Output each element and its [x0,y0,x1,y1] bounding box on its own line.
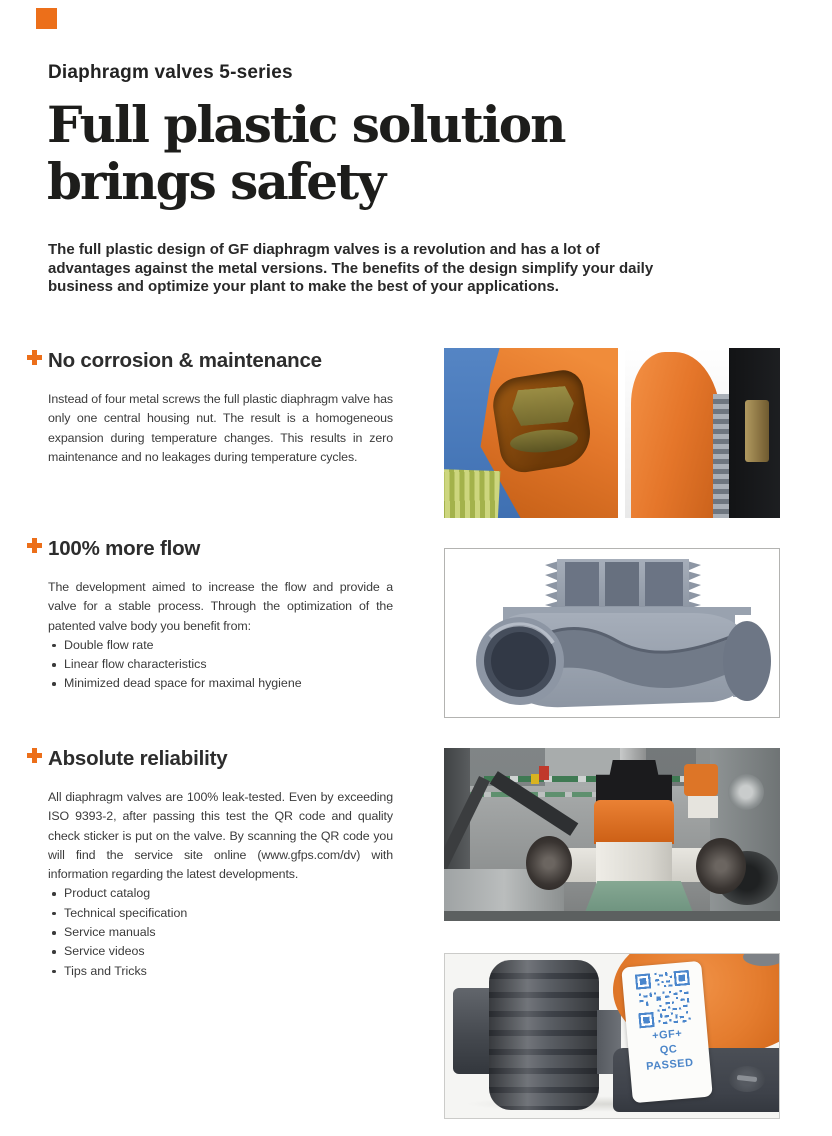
machine-knob-shape [728,774,764,810]
bullet-dot [52,912,56,916]
intro-paragraph: The full plastic design of GF diaphragm valves is a revolution and has a lot of advantages against the metal versions. The benefits of the design simplify your daily business and optimize your plant to make the best of your applications. [48,241,654,295]
bullet-dot [52,682,56,686]
list-item [48,923,397,942]
qc-sticker-photo [444,953,780,1119]
plus-icon [27,538,42,553]
list-item [48,655,397,674]
brass-nut-shape [511,385,576,426]
background-valve-shape [688,796,718,818]
bullet-text: Double flow rate [64,637,154,652]
valve-body-cross-section-photo [444,548,780,718]
sticker-line-2: QC [659,1043,678,1057]
section-heading-row [27,536,397,561]
plus-icon [27,350,42,365]
section-reliability [27,746,397,981]
red-button-shape [539,766,549,780]
qc-sticker [621,961,713,1103]
bullet-dot [52,970,56,974]
bullet-dot [52,892,56,896]
list-item [48,942,397,961]
bullet-list [48,884,397,980]
yellow-detail-shape [531,774,539,784]
bullet-text: Linear flow characteristics [64,657,207,672]
series-eyebrow: Diaphragm valves 5-series [48,62,293,83]
bullet-text: Tips and Tricks [64,963,147,978]
housing-nut-detail-photo [444,348,780,518]
bullet-dot [52,950,56,954]
green-base-shape [584,881,694,915]
valve-orange-band-shape [594,800,674,844]
valve-cross-section-drawing [445,549,779,717]
union-nut-shading [489,960,599,1110]
section-heading: No corrosion & maintenance [48,349,322,372]
orange-bonnet-shape [631,352,721,518]
section-body: All diaphragm valves are 100% leak-tested. Even by exceeding ISO 9393-2, after passing this test the QR code and quality check sticker is put on the valve. By scanning the QR code you will find the service site online (www.gfps.com/dv) with information regarding the latest developments. [48,790,393,882]
brass-cylinder-shape [745,400,769,462]
list-item [48,884,397,903]
photo-panel-left [444,348,618,518]
page-title-line1: Full plastic solution [47,95,565,154]
floor-strip-shape [444,911,780,921]
bullet-text: Service manuals [64,925,156,940]
clamp-ring-shape [526,836,572,890]
section-body: Instead of four metal screws the full plastic diaphragm valve has only one central housing nut. The result is a homogeneous expansion during temperature changes. This results in zero maintenance and no leakages during temperature cycles. [48,392,393,464]
list-item [48,962,397,981]
section-heading: 100% more flow [48,537,201,560]
leak-test-rig-photo [444,748,780,921]
clamp-ring-shape [696,838,746,894]
page-title-line2: brings safety [47,152,385,211]
section-body: The development aimed to increase the flow and provide a valve for a stable process. Through the optimization of the patented valve body you benefit from: [48,580,393,633]
page-title [47,96,564,210]
bullet-dot [52,931,56,935]
qr-code-icon [635,970,694,1029]
bullet-list [48,636,397,694]
sticker-line-3: PASSED [645,1056,695,1073]
bullet-text: Technical specification [64,905,188,920]
section-no-corrosion [27,348,397,467]
section-more-flow [27,536,397,694]
bullet-dot [52,644,56,648]
section-heading: Absolute reliability [48,747,228,770]
background-valve-shape [684,764,718,796]
bullet-text: Product catalog [64,886,151,901]
section-heading-row [27,348,397,373]
list-item [48,904,397,923]
list-item [48,636,397,655]
brand-corner-mark [36,8,57,29]
spindle-rod-shape [620,748,646,762]
section-heading-row [27,746,397,771]
bullet-text: Minimized dead space for maximal hygiene [64,676,302,691]
bullet-dot [52,663,56,667]
list-item [48,674,397,693]
photo-panel-right [625,348,780,518]
plus-icon [27,748,42,763]
bullet-text: Service videos [64,944,145,959]
sticker-line-1: +GF+ [651,1027,683,1043]
